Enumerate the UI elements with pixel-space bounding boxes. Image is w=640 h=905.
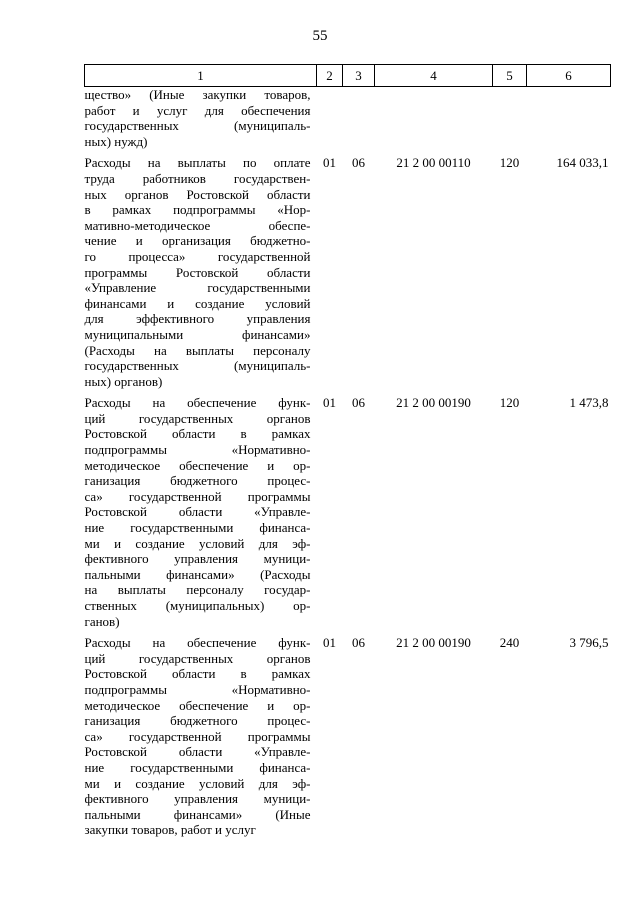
subsection-code: 06	[352, 635, 365, 651]
description-line: закупки товаров, работ и услуг	[84, 822, 256, 838]
description-line: са» государственной программы	[84, 488, 311, 504]
description-line: подпрограммы «Нормативно-	[84, 681, 311, 697]
description-line: ций государственных органов	[84, 650, 311, 666]
description-line: на выплаты персоналу государ-	[84, 582, 311, 598]
expense-type-code: 240	[499, 635, 520, 651]
table-row	[85, 155, 611, 389]
header-col-1: 1	[85, 65, 317, 87]
description-line: чение и организация бюджетно-	[84, 233, 311, 249]
description-line: ных) органов)	[84, 373, 163, 389]
target-article-code	[375, 87, 493, 150]
description-line: ственных (муниципальных) ор-	[84, 598, 311, 613]
description-line: ганизация бюджетного процес-	[84, 473, 311, 489]
page-number: 55	[312, 28, 328, 44]
description-line: ных органов Ростовской области	[84, 186, 311, 202]
description-line: са» государственной программы	[84, 728, 311, 744]
header-col-6: 6	[527, 65, 611, 87]
description-line: программы Ростовской области	[84, 264, 311, 280]
subsection-code: 06	[352, 155, 365, 171]
row-description	[85, 87, 317, 150]
description-line: фективного управления муници-	[84, 791, 311, 807]
amount-value: 3 796,5	[569, 635, 609, 651]
expense-type-code: 120	[499, 395, 520, 411]
description-line: государственных (муниципаль-	[84, 118, 311, 134]
description-line: для эффективного управления	[84, 311, 311, 327]
section-code: 01	[323, 395, 336, 411]
description-line: финансами и создание условий	[84, 295, 311, 311]
description-line: ганов)	[84, 613, 120, 629]
subsection-code	[343, 87, 375, 150]
section-code	[317, 87, 343, 150]
description-line: пальными финансами» (Иные	[84, 806, 311, 822]
description-line: труда работников государствен-	[84, 170, 311, 186]
description-line: фективного управления муници-	[84, 551, 311, 567]
table-header-row	[85, 65, 611, 87]
table-row	[85, 395, 611, 629]
description-line: Ростовской области в рамках	[84, 666, 311, 682]
target-article-code: 21 2 00 00110	[396, 155, 471, 171]
description-line: ми и создание условий для эф-	[84, 775, 311, 791]
description-line: щество» (Иные закупки товаров,	[84, 87, 311, 102]
description-line: муниципальными финансами»	[84, 326, 311, 342]
subsection-code: 06	[352, 395, 365, 411]
expense-type-code: 120	[499, 155, 520, 171]
header-col-4: 4	[375, 65, 493, 87]
description-line: Ростовской области в рамках	[84, 426, 311, 442]
description-line: Ростовской области «Управле-	[84, 744, 311, 760]
description-line: Расходы на обеспечение функ-	[84, 395, 311, 411]
row-description	[85, 395, 317, 629]
expense-type-code	[493, 87, 527, 150]
description-line: Ростовской области «Управле-	[84, 504, 311, 520]
amount-value: 164 033,1	[556, 155, 609, 171]
description-line: в рамках подпрограммы «Нор-	[84, 202, 311, 218]
target-article-code: 21 2 00 00190	[396, 395, 471, 411]
budget-table	[84, 64, 611, 838]
description-line: Расходы на обеспечение функ-	[84, 635, 311, 651]
row-description	[85, 155, 317, 389]
description-line: го процесса» государственной	[84, 248, 311, 264]
target-article-code: 21 2 00 00190	[396, 635, 471, 651]
description-line: ных) нужд)	[84, 133, 148, 149]
description-line: ние государственными финанса-	[84, 759, 311, 775]
description-line: ние государственными финанса-	[84, 520, 311, 536]
section-code: 01	[323, 635, 336, 651]
header-col-5: 5	[493, 65, 527, 87]
description-line: методическое обеспечение и ор-	[84, 697, 311, 713]
amount-value	[527, 87, 611, 150]
row-description	[85, 635, 317, 838]
description-line: пальными финансами» (Расходы	[84, 566, 311, 582]
description-line: Расходы на выплаты по оплате	[84, 155, 311, 171]
description-line: подпрограммы «Нормативно-	[84, 442, 311, 458]
description-line: ми и создание условий для эф-	[84, 535, 311, 551]
header-col-3: 3	[343, 65, 375, 87]
description-line: «Управление государственными	[84, 280, 311, 296]
description-line: работ и услуг для обеспечения	[84, 102, 311, 118]
description-line: ганизация бюджетного процес-	[84, 713, 311, 729]
table-row	[85, 87, 611, 150]
description-line: (Расходы на выплаты персоналу	[84, 342, 311, 358]
header-col-2: 2	[317, 65, 343, 87]
description-line: мативно-методическое обеспе-	[84, 217, 311, 233]
amount-value: 1 473,8	[569, 395, 609, 411]
description-line: методическое обеспечение и ор-	[84, 457, 311, 473]
section-code: 01	[323, 155, 336, 171]
table-row	[85, 635, 611, 838]
description-line: государственных (муниципаль-	[84, 358, 311, 374]
description-line: ций государственных органов	[84, 410, 311, 426]
